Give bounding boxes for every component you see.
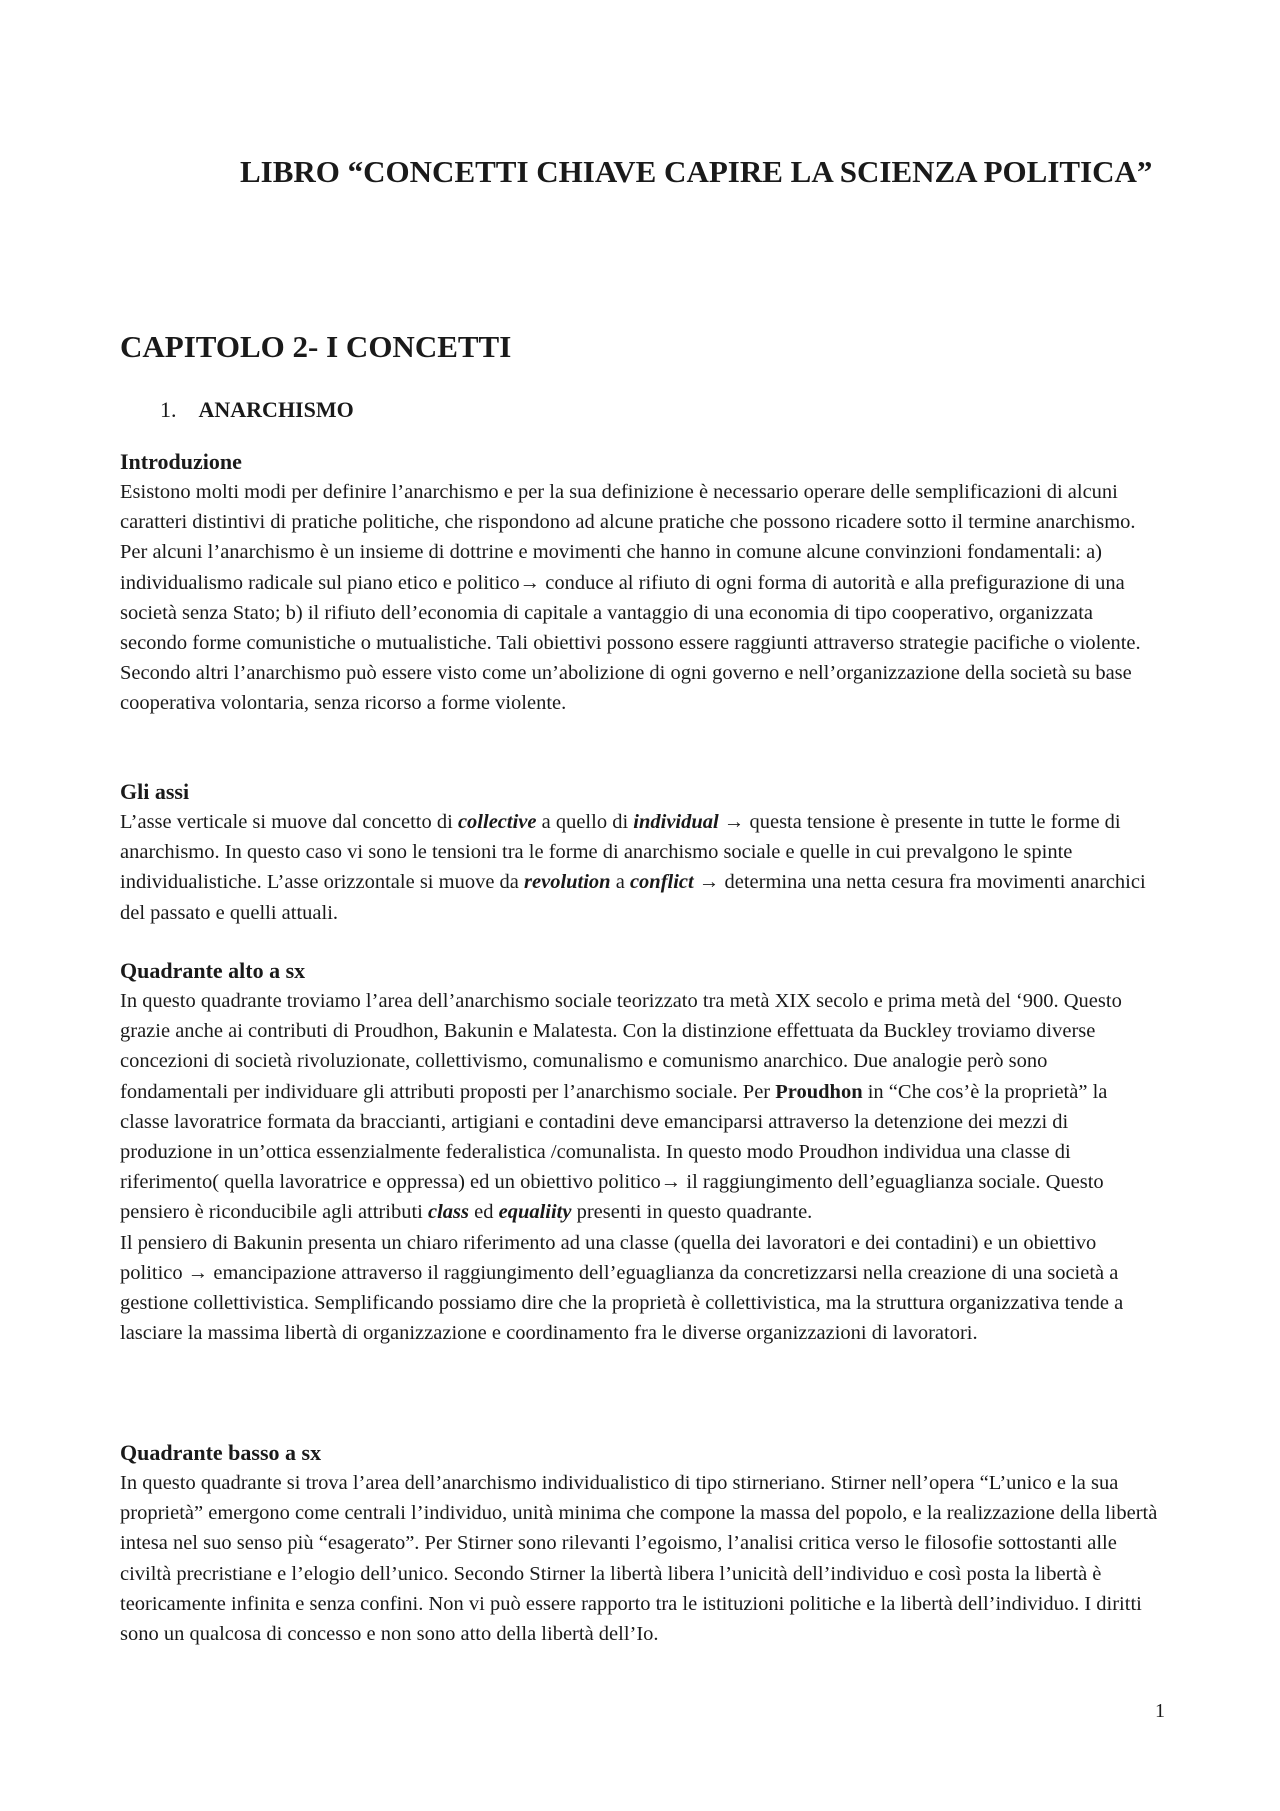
section-assi [120,776,1160,928]
document-title: LIBRO “CONCETTI CHIAVE CAPIRE LA SCIENZA POLITICA” [240,154,1153,189]
section-heading [160,395,354,425]
keyword-class: class [427,1201,469,1224]
paragraph-assi: L’asse verticale si muove dal concetto di collective a quello di individual → questa tensione è presente in tutte le forme di anarchismo. In questo caso vi sono le tensioni tra le forme di anarchismo sociale e quelle in cui prevalgono le spinte individualistiche. L’asse orizzontale si muove da revolution a conflict → determina una netta cesura fra movimenti anarchici del passato e quelli attuali. [120,811,1146,924]
subheading-introduzione: Introduzione [120,449,242,474]
keyword-proudhon: Proudhon [775,1080,863,1103]
paragraph-proudhon: In questo quadrante troviamo l’area dell’anarchismo sociale teorizzato tra metà XIX secolo e prima metà del ‘900. Questo grazie anche ai contributi di Proudhon, Bakunin e Malatesta. Con la distinzione effettuata da Buckley troviamo diverse concezioni di società rivoluzionate, collettivismo, comunalismo e comunismo anarchico. Due analogie però sono fondamentali per individuare gli attributi proposti per l’anarchismo sociale. Per Proudhon in “Che cos’è la proprietà” la classe lavoratrice formata da braccianti, artigiani e contadini deve emanciparsi attraverso la detenzione dei mezzi di produzione in un’ottica essenzialmente federalistica /comunalista. In questo modo Proudhon individua una classe di riferimento( quella lavoratrice e oppressa) ed un obiettivo politico→ il raggiungimento dell’eguaglianza sociale. Questo pensiero è riconducibile agli attributi class ed equaliity presenti in questo quadrante. [120,990,1122,1224]
keyword-individual: individual [633,811,719,833]
section-number: 1. [160,397,177,422]
section-introduzione [120,446,1160,719]
section-quadrante-basso [120,1437,1160,1649]
keyword-revolution: revolution [524,871,611,894]
paragraph-stirner: In questo quadrante si trova l’area dell’anarchismo individualistico di tipo stirneriano. Stirner nell’opera “L’unico e la sua proprietà” emergono come centrali l’individuo, unità minima che compone la massa del popolo, e la realizzazione della libertà intesa nel suo senso più “esagerato”. Per Stirner sono rilevanti l’egoismo, l’analisi critica verso le filosofie sottostanti alle civiltà precristiane e l’elogio dell’unico. Secondo Stirner la libertà libera l’unicità dell’individuo e così posta la libertà è teoricamente infinita e senza confini. Non vi può essere rapporto tra le istituzioni politiche e la libertà dell’individuo. I diritti sono un qualcosa di concesso e non sono atto della libertà dell’Io. [120,1472,1158,1646]
paragraph-introduzione: Esistono molti modi per definire l’anarchismo e per la sua definizione è necessario operare delle semplificazioni di alcuni caratteri distintivi di pratiche politiche, che rispondono ad alcune pratiche che possono ricadere sotto il termine anarchismo. Per alcuni l’anarchismo è un insieme di dottrine e movimenti che hanno in comune alcune convinzioni fondamentali: a) individualismo radicale sul piano etico e politico→ conduce al rifiuto di ogni forma di autorità e alla prefigurazione di una società senza Stato; b) il rifiuto dell’economia di capitale a vantaggio di una economia di tipo cooperativo, organizzata secondo forme comunistiche o mutualistiche. Tali obiettivi possono essere raggiunti attraverso strategie pacifiche o violente. Secondo altri l’anarchismo può essere visto come un’abolizione di ogni governo e nell’organizzazione della società su base cooperativa volontaria, senza ricorso a forme violente. [120,481,1141,715]
subheading-quadrante-alto: Quadrante alto a sx [120,958,306,983]
subheading-assi: Gli assi [120,779,190,804]
paragraph-bakunin: Il pensiero di Bakunin presenta un chiaro riferimento ad una classe (quella dei lavoratori e dei contadini) e un obiettivo politico → emancipazione attraverso il raggiungimento dell’eguaglianza da concretizzarsi nella creazione di una società a gestione collettivistica. Semplificando possiamo dire che la proprietà è collettivistica, ma la struttura organizzativa tende a lasciare la massima libertà di organizzazione e coordinamento fra le diverse organizzazioni di lavoratori. [120,1231,1124,1345]
subheading-quadrante-basso: Quadrante basso a sx [120,1440,322,1465]
chapter-title: CAPITOLO 2- I CONCETTI [120,329,512,364]
keyword-conflict: conflict [629,871,694,894]
keyword-equality: equaliity [498,1201,572,1224]
section-label: ANARCHISMO [198,397,354,422]
section-quadrante-alto [120,955,1160,1348]
page-number: 1 [1155,1700,1165,1722]
keyword-collective: collective [457,811,537,833]
